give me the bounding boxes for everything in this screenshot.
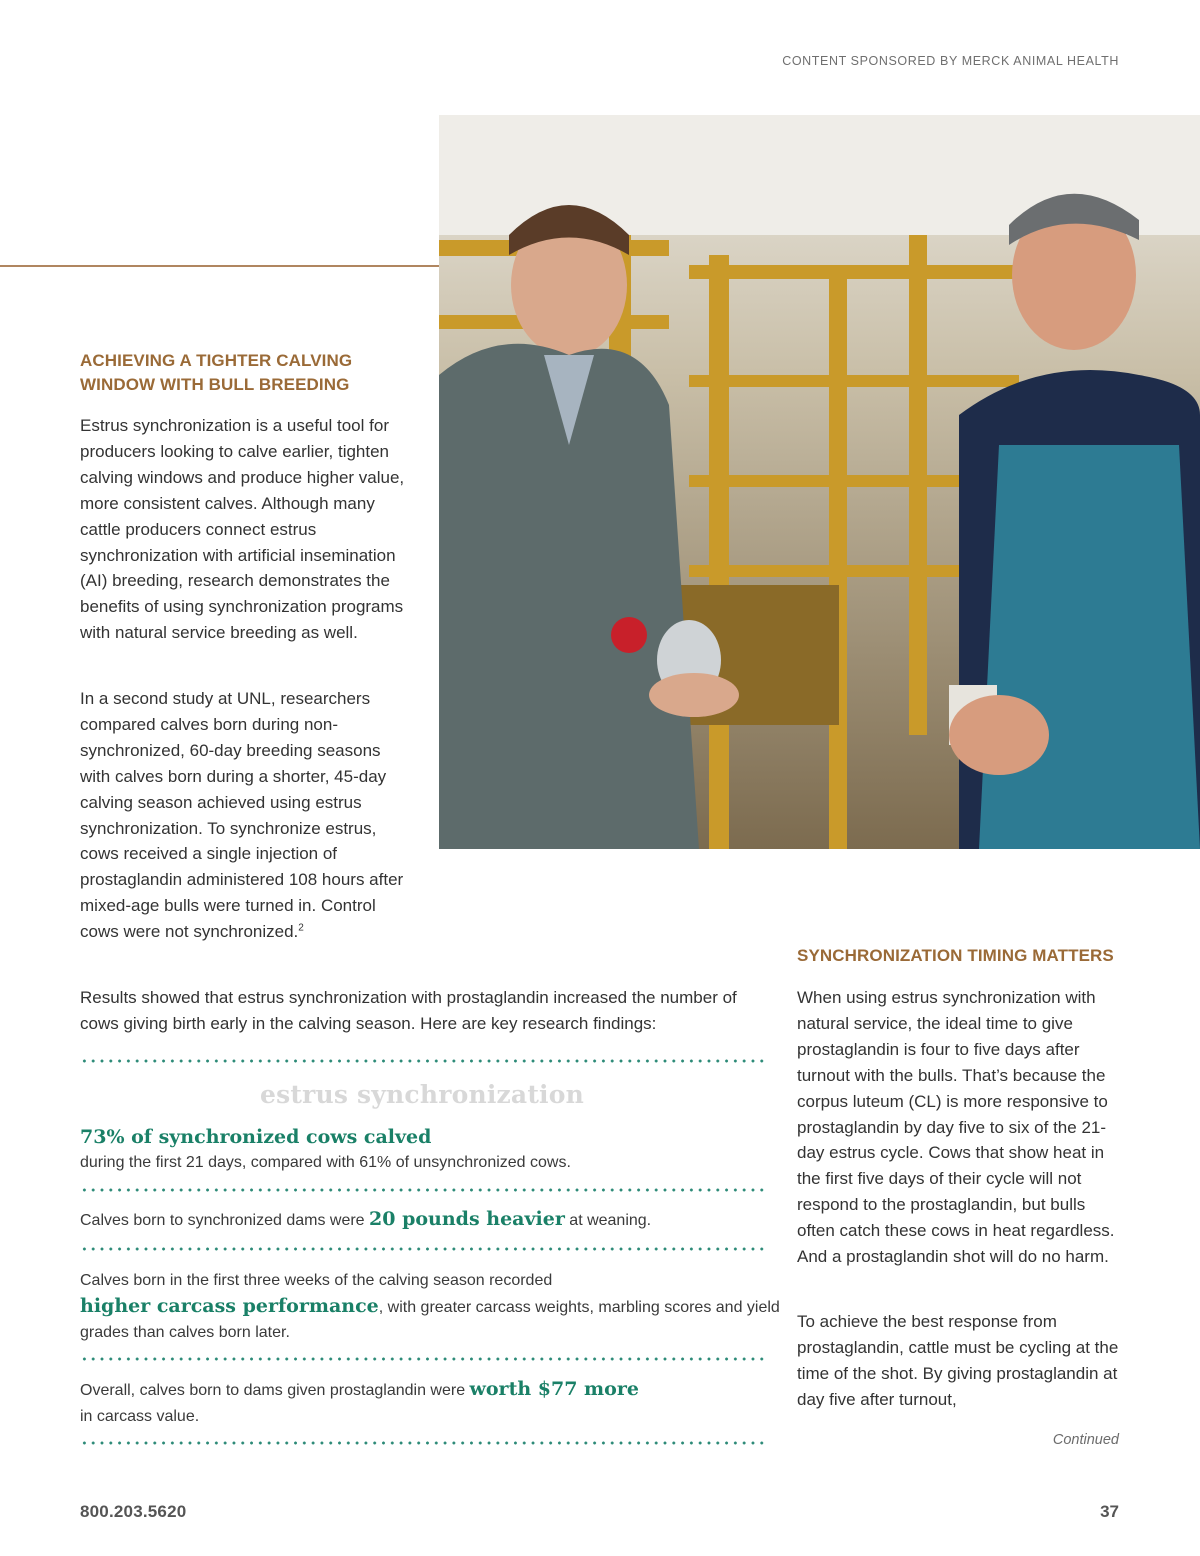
finding-text: at weaning. bbox=[564, 1212, 652, 1229]
finding-text: Overall, calves born to dams given prostaglandin were bbox=[80, 1382, 470, 1399]
continued-label: Continued bbox=[1052, 1432, 1119, 1448]
finding-text: Calves born in the first three weeks of the calving season recorded bbox=[80, 1272, 553, 1289]
finding-item bbox=[80, 1377, 780, 1429]
footer-phone: 800.203.5620 bbox=[80, 1502, 187, 1521]
heading-line: ACHIEVING A TIGHTER CALVING bbox=[80, 351, 353, 370]
finding-text: in carcass value. bbox=[80, 1407, 200, 1425]
sponsor-label: CONTENT SPONSORED BY MERCK ANIMAL HEALTH bbox=[782, 54, 1119, 68]
section-heading-timing: SYNCHRONIZATION TIMING MATTERS bbox=[797, 946, 1114, 965]
body-paragraph: Estrus synchronization is a useful tool for producers looking to calve earlier, tighten calving windows and produce higher value, more consistent calves. Although many cattle producers connect estrus synchronization with artificial insemination (AI) breeding, research demonstrates the benefits of using synchronization programs with natural service breeding as well. bbox=[80, 416, 405, 643]
dotted-divider bbox=[80, 1357, 764, 1361]
finding-highlight: higher carcass performance bbox=[80, 1294, 379, 1317]
dotted-divider bbox=[80, 1247, 764, 1251]
finding-item bbox=[80, 1124, 780, 1176]
finding-item bbox=[80, 1268, 780, 1346]
finding-text: Calves born to synchronized dams were bbox=[80, 1212, 370, 1229]
finding-highlight: 73% of synchronized cows calved bbox=[80, 1126, 432, 1148]
finding-highlight: worth $77 more bbox=[469, 1378, 639, 1400]
page-number: 37 bbox=[1100, 1502, 1119, 1521]
findings-watermark-title: estrus synchronization bbox=[259, 1080, 585, 1109]
photo-two-men-cattle-chute bbox=[439, 115, 1200, 849]
body-paragraph: When using estrus synchronization with natural service, the ideal time to give prostaglandin is four to five days after turnout with the bulls. That’s because the corpus luteum (CL) is more responsive to prostaglandin by day five to six of the 21-day estrus cycle. Cows that show heat in the first five days of their cycle will not respond to the prostaglandin, but bulls often catch these cows in heat regardless. And a prostaglandin shot will do no harm. bbox=[797, 988, 1115, 1267]
paragraph-text: In a second study at UNL, researchers compared calves born during non-synchronized, 60-day breeding seasons with calves born during a shorter, 45-day calving season achieved using estrus synchronization. To synchronize estrus, cows received a single injection of prostaglandin administered 108 hours after mixed-age bulls were turned in. Control cows were not synchronized. bbox=[80, 689, 404, 942]
section-heading-tighter-calving bbox=[80, 349, 410, 397]
finding-text: during the first 21 days, compared with 61% of unsynchronized cows. bbox=[80, 1154, 571, 1171]
dotted-divider bbox=[80, 1059, 764, 1063]
footnote-ref: 2 bbox=[298, 922, 304, 934]
finding-item bbox=[80, 1207, 780, 1234]
heading-line: WINDOW WITH BULL BREEDING bbox=[80, 375, 350, 394]
section-divider bbox=[0, 265, 440, 267]
body-paragraph bbox=[80, 686, 415, 945]
dotted-divider bbox=[80, 1441, 764, 1445]
finding-highlight: 20 pounds heavier bbox=[369, 1208, 565, 1230]
finding-text: , with greater carcass weights, marbling scores and yield grades than calves born later. bbox=[80, 1298, 780, 1341]
body-paragraph: To achieve the best response from prostaglandin, cattle must be cycling at the time of the shot. By giving prostaglandin at day five after turnout, bbox=[797, 1312, 1119, 1409]
dotted-divider bbox=[80, 1188, 764, 1192]
body-paragraph: Results showed that estrus synchronization with prostaglandin increased the number of cows giving birth early in the calving season. Here are key research findings: bbox=[80, 988, 737, 1033]
